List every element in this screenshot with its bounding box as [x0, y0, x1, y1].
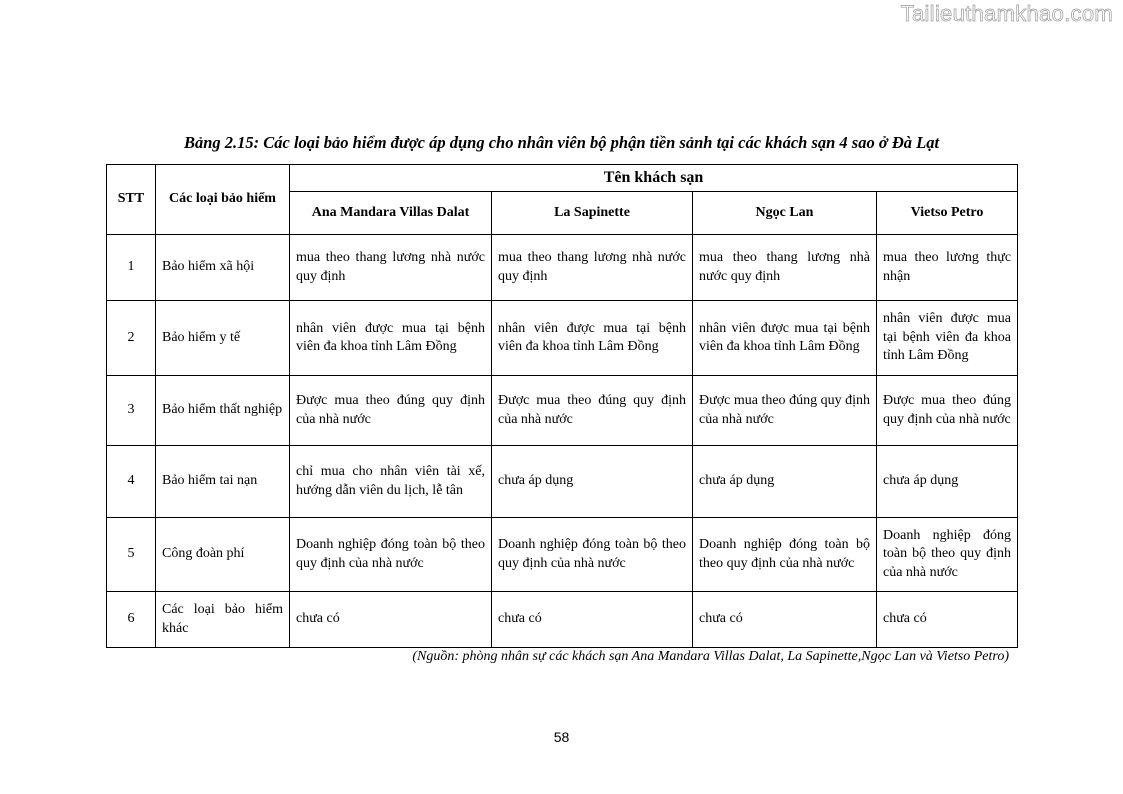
row-insurance-type: Công đoàn phí — [156, 518, 290, 592]
row-stt: 4 — [107, 446, 156, 518]
cell-ngoc-lan: chưa có — [693, 592, 877, 648]
cell-la-sapinette: mua theo thang lương nhà nước quy định — [492, 235, 693, 301]
row-insurance-type: Bảo hiểm y tế — [156, 301, 290, 376]
cell-vietso-petro: nhân viên được mua tại bệnh viên đa khoa tỉnh Lâm Đồng — [877, 301, 1018, 376]
header-insurance-type: Các loại bảo hiểm — [156, 165, 290, 235]
cell-vietso-petro: Doanh nghiệp đóng toàn bộ theo quy định của nhà nước — [877, 518, 1018, 592]
row-stt: 5 — [107, 518, 156, 592]
row-insurance-type: Bảo hiểm tai nạn — [156, 446, 290, 518]
cell-ana-mandara: Được mua theo đúng quy định của nhà nước — [290, 376, 492, 446]
header-hotel-la-sapinette: La Sapinette — [492, 192, 693, 235]
cell-la-sapinette: nhân viên được mua tại bệnh viên đa khoa tỉnh Lâm Đồng — [492, 301, 693, 376]
table-row — [107, 446, 1018, 518]
row-insurance-type: Các loại bảo hiểm khác — [156, 592, 290, 648]
cell-ana-mandara: chỉ mua cho nhân viên tài xế, hướng dẫn viên du lịch, lễ tân — [290, 446, 492, 518]
cell-la-sapinette: Được mua theo đúng quy định của nhà nước — [492, 376, 693, 446]
cell-vietso-petro: Được mua theo đúng quy định của nhà nước — [877, 376, 1018, 446]
cell-vietso-petro: mua theo lương thực nhận — [877, 235, 1018, 301]
cell-ana-mandara: mua theo thang lương nhà nước quy định — [290, 235, 492, 301]
row-stt: 2 — [107, 301, 156, 376]
cell-ngoc-lan: mua theo thang lương nhà nước quy định — [693, 235, 877, 301]
cell-vietso-petro: chưa có — [877, 592, 1018, 648]
header-hotel-names: Tên khách sạn — [290, 165, 1018, 192]
header-stt: STT — [107, 165, 156, 235]
cell-la-sapinette: chưa áp dụng — [492, 446, 693, 518]
header-hotel-ana-mandara: Ana Mandara Villas Dalat — [290, 192, 492, 235]
page-number: 58 — [553, 729, 570, 745]
cell-vietso-petro: chưa áp dụng — [877, 446, 1018, 518]
insurance-table — [106, 164, 1018, 648]
table-row — [107, 376, 1018, 446]
cell-ana-mandara: Doanh nghiệp đóng toàn bộ theo quy định của nhà nước — [290, 518, 492, 592]
cell-ana-mandara: nhân viên được mua tại bệnh viên đa khoa tỉnh Lâm Đồng — [290, 301, 492, 376]
cell-la-sapinette: Doanh nghiệp đóng toàn bộ theo quy định của nhà nước — [492, 518, 693, 592]
table-row — [107, 592, 1018, 648]
table-row — [107, 235, 1018, 301]
table-caption: Bảng 2.15: Các loại bảo hiểm được áp dụng cho nhân viên bộ phận tiền sảnh tại các khách sạn 4 sao ở Đà Lạt — [183, 133, 940, 152]
cell-ngoc-lan: Được mua theo đúng quy định của nhà nước — [693, 376, 877, 446]
cell-ngoc-lan: nhân viên được mua tại bệnh viên đa khoa tỉnh Lâm Đồng — [693, 301, 877, 376]
row-insurance-type: Bảo hiểm thất nghiệp — [156, 376, 290, 446]
watermark: Tailieuthamkhao.com — [900, 1, 1113, 26]
table-row — [107, 518, 1018, 592]
cell-ana-mandara: chưa có — [290, 592, 492, 648]
row-stt: 6 — [107, 592, 156, 648]
row-insurance-type: Bảo hiểm xã hội — [156, 235, 290, 301]
cell-ngoc-lan: Doanh nghiệp đóng toàn bộ theo quy định của nhà nước — [693, 518, 877, 592]
table-source-note: (Nguồn: phòng nhân sự các khách sạn Ana Mandara Villas Dalat, La Sapinette,Ngọc Lan và Vietso Petro) — [412, 649, 1009, 664]
row-stt: 3 — [107, 376, 156, 446]
cell-ngoc-lan: chưa áp dụng — [693, 446, 877, 518]
header-hotel-vietso-petro: Vietso Petro — [877, 192, 1018, 235]
row-stt: 1 — [107, 235, 156, 301]
header-hotel-ngoc-lan: Ngọc Lan — [693, 192, 877, 235]
cell-la-sapinette: chưa có — [492, 592, 693, 648]
table-row — [107, 301, 1018, 376]
